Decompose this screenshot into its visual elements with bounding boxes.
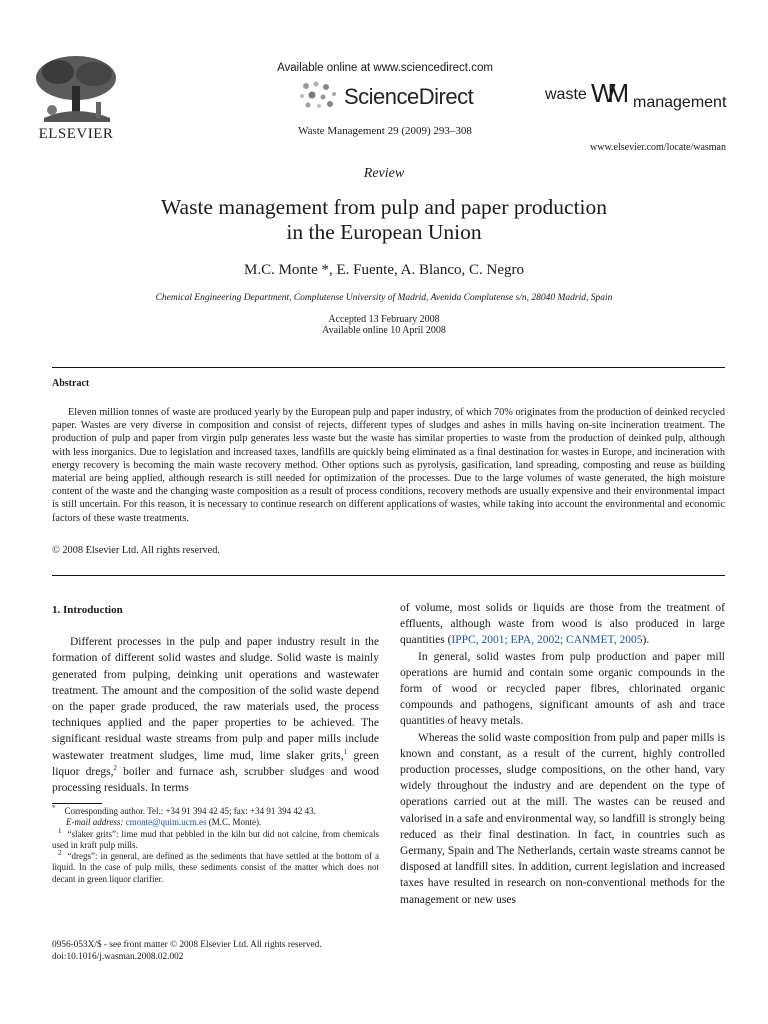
abstract-text bbox=[52, 406, 725, 525]
journal-logo-right: management bbox=[633, 94, 727, 111]
journal-logo-left: waste bbox=[545, 86, 587, 103]
abstract-copyright: © 2008 Elsevier Ltd. All rights reserved. bbox=[52, 545, 220, 556]
available-online-text: Available online at www.sciencedirect.com bbox=[277, 62, 493, 74]
accepted-date: Accepted 13 February 2008 bbox=[328, 314, 440, 325]
title-line-2: in the European Union bbox=[286, 220, 482, 244]
footnote-divider bbox=[52, 803, 102, 804]
email-link[interactable]: cmonte@quim.ucm.es bbox=[125, 817, 207, 828]
waste-management-logo bbox=[545, 78, 730, 118]
footnote-ref-2[interactable]: 2 bbox=[113, 764, 117, 772]
footnote-email: E-mail address: cmonte@quim.ucm.es (M.C. Monte). bbox=[66, 817, 262, 828]
left-column bbox=[52, 602, 379, 796]
journal-logo-w-icon: WM bbox=[591, 78, 622, 108]
title-line-1: Waste management from pulp and paper production bbox=[160, 195, 608, 219]
available-date: Available online 10 April 2008 bbox=[322, 325, 446, 336]
doi-line: doi:10.1016/j.wasman.2008.02.002 bbox=[52, 951, 184, 962]
section-heading: 1. Introduction bbox=[52, 604, 123, 616]
body-paragraph: of volume, most solids or liquids are those from the treatment of effluents, although waste from wood is also produced in large quantities (IPPC, 2001; EPA, 2002; CANMET, 2005). bbox=[400, 602, 725, 647]
issn-line: 0956-053X/$ - see front matter © 2008 Elsevier Ltd. All rights reserved. bbox=[52, 940, 322, 950]
divider bbox=[52, 367, 725, 368]
right-column bbox=[400, 600, 725, 908]
intro-paragraph: Different processes in the pulp and paper industry result in the formation of different solid wastes and sludge. Solid waste is mainly generated from pulping, deinking unit operations and wastewater treatment. The amount and the composition of the solid waste depend on the paper grade produced, the raw materials used, the process techniques applied and the paper properties to be achieved. The significant residual waste streams from pulp and paper mills include wastewater treatment sludges, lime mud, lime slaker grits,$^1$ green liquor dregs,$^2$ boiler and furnace ash, scrubber sludges and wood processing residuals. In terms bbox=[52, 636, 380, 795]
article-dates bbox=[0, 314, 768, 336]
citation-link[interactable]: IPPC, 2001; EPA, 2002; CANMET, 2005 bbox=[451, 634, 643, 647]
front-matter-info bbox=[52, 940, 412, 963]
affiliation: Chemical Engineering Department, Complutense University of Madrid, Avenida Complutense s/n, 28040 Madrid, Spain bbox=[155, 293, 613, 303]
journal-citation: Waste Management 29 (2009) 293–308 bbox=[298, 125, 472, 137]
article-type: Review bbox=[363, 166, 405, 181]
body-paragraph: Whereas the solid waste composition from pulp and paper mills is known and constant, as a result of the current, highly controlled production processes, sludge compositions, on the other hand, vary widely throughout the industry and are dependent on the type of operations carried out at the mill. The wastes can be reused and valorised in a safe and environmental way, so landfill is strongly being reduced as their final destination. In fact, in countries such as Germany, Spain and The Netherlands, certain waste streams cannot be disposed at landfill sites. In addition, current legislation and increased taxes have resulted in research on non-conventional methods for the management or new uses bbox=[400, 731, 726, 906]
publisher-name: ELSEVIER bbox=[38, 126, 114, 142]
footnote-1: $^1$ “slaker grits”: lime mud that pebbled in the kiln but did not calcine, from chemicals used in kraft pulp mills. bbox=[52, 826, 380, 850]
abstract-paragraph: Eleven million tonnes of waste are produced yearly by the European pulp and paper industry, of which 70% originates from the production of deinked recycled paper. Wastes are very diverse in composition and consist of rejects, different types of sludges and ashes in mills having on-site incineration treatment. The production of pulp and paper from virgin pulp generates less waste but the waste has similar properties to waste from the production of deinked pulp, although with less inorganics. Due to legislation and increased taxes, landfills are quickly being eliminated as a final destination for wastes in Europe, and incineration with energy recovery is becoming the main waste recovery method. Other options such as pyrolysis, gasification, land spreading, composting and reuse as building material are being applied, although research is still needed for optimization of the processes. Due to the large volumes of waste generated, the high moisture content of the waste and the changing waste composition as a result of process conditions, recovery methods are usually expensive and their environmental impact is still uncertain. For this reason, it is necessary to continue research on different applications of wastes, while taking into account the environmental and economic factors of these waste treatments. bbox=[52, 407, 725, 524]
journal-url: www.elsevier.com/locate/wasman bbox=[590, 142, 726, 153]
body-paragraph: In general, solid wastes from pulp production and paper mill operations are humid and contain some organic compounds in the form of wood or recycled paper fibres, chlorinated organic compounds and pathogens, significant amounts of ash and trace quantities of heavy metals. bbox=[400, 650, 725, 728]
footnote-2: $^2$ “dregs”: in general, are defined as the sediments that have settled at the bottom of a liquid. In the case of pulp mills, these sediments consist of the matter which does not decant in green liquor clarifier. bbox=[52, 849, 380, 884]
author-list: M.C. Monte *, E. Fuente, A. Blanco, C. Negro bbox=[244, 262, 524, 278]
divider bbox=[52, 575, 725, 576]
footnote-corresponding: * Corresponding author. Tel.: +34 91 394 42 45; fax: +34 91 394 42 43. bbox=[52, 804, 316, 816]
footnotes bbox=[52, 806, 379, 885]
abstract-heading: Abstract bbox=[52, 378, 90, 389]
sciencedirect-logo: ScienceDirect bbox=[344, 84, 474, 109]
footnote-ref-1[interactable]: 1 bbox=[343, 747, 348, 756]
article-title bbox=[80, 195, 688, 245]
